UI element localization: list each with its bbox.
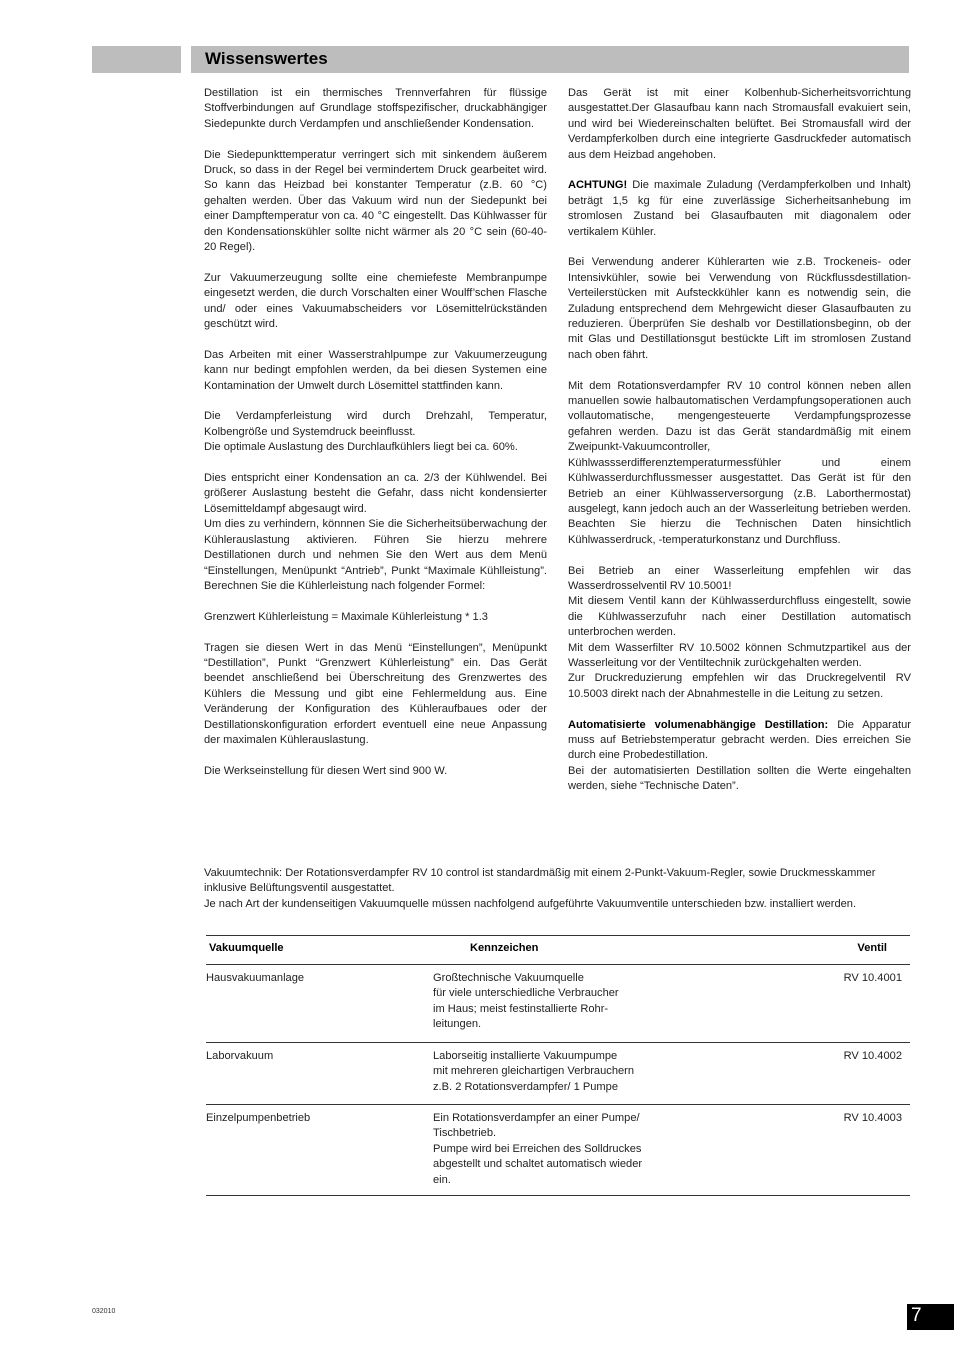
paragraph: [568, 178, 911, 240]
paragraph: [204, 641, 547, 749]
cell-kennzeichen: [433, 971, 673, 1033]
vakuum-table: [206, 935, 910, 1196]
table-row: [206, 1105, 910, 1196]
page-number-box: [907, 1304, 954, 1330]
cell-kennzeichen-line: für viele unterschiedliche Verbraucher: [433, 987, 619, 1000]
paragraph-text: Die maximale Zuladung (Verdampferkolben und Inhalt) beträgt 1,5 kg für eine zuverlässige Sicherheitsanhebung im stromlosen Zustand bei Glasaufbauten mit diagonalem oder vertikalem Kühler.: [568, 179, 911, 238]
cell-kennzeichen-line: z.B. 2 Rotationsverdampfer/ 1 Pumpe: [433, 1080, 618, 1093]
page-number: 7: [911, 1305, 922, 1326]
table-row: [206, 965, 910, 1043]
paragraph-text: Mit dem Rotationsverdampfer RV 10 control können neben allen manuellen sowie halbautomatischen Verdampfungsoperationen auch vollautomatische, mengengesteuerte Verdampfungsprozesse gefahren werden. Dazu ist das Gerät standardmäßig mit einem Zweipunkt-Vakuumcontroller, Kühlwassserdifferenztemperaturmessfühler und einem Kühlwasserdurchflussmesser ausgestattet. Das Gerät ist für den Betrieb an einer Kühlwasserversorgung (z.B. Laborthermostat) ausgelegt, kann jedoch auch an der Wasserleitung betrieben werden. Beachten Sie hierzu die Technischen Daten hinsichtlich Kühlwasserdruck, -temperaturkonstanz und Durchfluss.: [568, 379, 911, 546]
paragraph: [204, 148, 547, 256]
paragraph: [204, 86, 547, 132]
paragraph-text: Zur Vakuumerzeugung sollte eine chemiefeste Membranpumpe eingesetzt werden, die durch Vorschalten einer Woulff’schen Flasche und/ oder eines Vakuumabscheiders vor Lösemittelrückständen geschützt wird.: [204, 271, 547, 331]
header-accent-block: [92, 46, 181, 73]
vakuum-intro-paragraph: Vakuumtechnik: Der Rotationsverdampfer RV 10 control ist standardmäßig mit einem 2-Punkt-Vakuum-Regler, sowie Druckmesskammer inklusive Belüftungsventil ausgestattet.: [204, 867, 876, 895]
header-bar: [191, 46, 909, 73]
paragraph: [204, 348, 547, 394]
header-vakuumquelle: Vakuumquelle: [209, 942, 284, 954]
paragraph-text: Das Arbeiten mit einer Wasserstrahlpumpe zur Vakuumerzeugung kann nur bedingt empfohlen werden, da bei diesen Systemen eine Kontamination der Umwelt durch Lösemittel stattfinden kann.: [204, 348, 547, 392]
paragraph: [204, 271, 547, 333]
paragraph: [568, 86, 911, 163]
header-kennzeichen: Kennzeichen: [470, 942, 539, 954]
paragraph-text: Tragen sie diesen Wert in das Menü “Einstellungen”, Menüpunkt “Destillation”, Punkt “Grenzwert Kühlerleistung” ein. Das Gerät beendet anschließend bei Überschreitung des Grenzwertes des Kühlers die Messung und gibt eine Fehlermeldung aus. Eine Veränderung der Konfiguration des Kühleraufbaues oder der Destillationskonfiguration erfordert eventuell eine neue Anpassung der maximalen Kühlerauslastung.: [204, 641, 547, 746]
paragraph: [204, 610, 547, 625]
document-code: 032010: [92, 1308, 116, 1315]
cell-kennzeichen-line: Laborseitig installierte Vakuumpumpe: [433, 1050, 618, 1062]
cell-kennzeichen-line: mit mehreren gleichartigen Verbrauchern: [433, 1065, 635, 1078]
paragraph-text: Bei Betrieb an einer Wasserleitung empfehlen wir das Wasserdrosselventil RV 10.5001! Mit diesem Ventil kann der Kühlwasserdurchfluss eingestellt, sowie die Kühlwasserzufuhr nach einer Destillation automatisch unterbrochen werden. Mit dem Wasserfilter RV 10.5002 können Schmutzpartikel aus der Wasserleitung vor der Ventiltechnik zurückgehalten werden. Zur Druckreduzierung empfehlen wir das Druckregelventil RV 10.5003 direkt nach der Abnahmestelle in die Leitung zu setzen.: [568, 564, 911, 700]
vakuum-intro: [204, 866, 909, 912]
paragraph-text: Destillation ist ein thermisches Trennverfahren für flüssige Stoffverbindungen auf Grundlage stoffspezifischer, druckabhängiger Siedepunkte durch Verdampfen und anschließender Kondensation.: [204, 87, 547, 130]
cell-kennzeichen-line: ein.: [433, 1173, 451, 1186]
cell-vakuumquelle: Hausvakuumanlage: [206, 972, 305, 984]
cell-ventil: RV 10.4003: [843, 1112, 902, 1124]
cell-kennzeichen-line: Pumpe wird bei Erreichen des Solldruckes: [433, 1142, 642, 1155]
paragraph: [204, 764, 547, 779]
paragraph-text: Die Apparatur muss auf Betriebstemperatur gebracht werden. Dies erreichen Sie durch eine Probedestillation. Bei der automatisierten Destillation sollten die Werte eingehalten werden, siehe “Technische Daten”.: [568, 718, 911, 793]
paragraph-text: Grenzwert Kühlerleistung = Maximale Kühlerleistung * 1.3: [204, 610, 488, 623]
cell-ventil: RV 10.4001: [843, 972, 902, 984]
table-row: [206, 1043, 910, 1105]
paragraph: [568, 379, 911, 548]
right-column: [568, 86, 911, 810]
cell-ventil: RV 10.4002: [843, 1050, 902, 1062]
cell-kennzeichen: [433, 1049, 673, 1095]
table-header-row: [206, 936, 910, 965]
cell-kennzeichen: [433, 1111, 673, 1188]
paragraph-text: Die Siedepunkttemperatur verringert sich mit sinkendem äußerem Druck, so dass in der Regel bei vermindertem Druck gearbeitet wird. So kann das Heizbad bei konstanter Temperatur (z.B. 60 °C) gehalten werden. Über das Vakuum wird nun der Siedepunkt bei einer Dampftemperatur von ca. 40 °C eingestellt. Das Kühlwasser für den Kondensationskühler sollte nicht wärmer als 20 °C sein (60-40-20 Regel).: [204, 148, 547, 254]
paragraph-text: Bei Verwendung anderer Kühlerarten wie z.B. Trockeneis- oder Intensivkühler, sowie bei Verwendung von Rückflussdestillation-Verteilerstücken mit Aufsteckkühler kann es notwendig sein, die Zuladung entsprechend dem Mehrgewicht dieser Glasaufbauten zu reduzieren. Überprüfen Sie deshalb vor Destillationsbeginn, ob der mit Glas und Destillationsgut bestückte Lift im stromlosen Zustand nach oben fährt.: [568, 256, 911, 361]
cell-kennzeichen-line: Tischbetrieb.: [433, 1127, 497, 1140]
paragraph-text: Das Gerät ist mit einer Kolbenhub-Sicherheitsvorrichtung ausgestattet.Der Glasaufbau kann nach Stromausfall evakuiert sein, und wird bei Wiedereinschalten belüftet. Bei Stromausfall wird der Verdampferkolben durch eine integrierte Gasdruckfeder automatisch aus dem Heizbad angehoben.: [568, 87, 911, 161]
cell-kennzeichen-line: Großtechnische Vakuumquelle: [433, 972, 584, 984]
paragraph-text: Die Werkseinstellung für diesen Wert sind 900 W.: [204, 764, 448, 777]
paragraph: [568, 564, 911, 703]
paragraph-text: Dies entspricht einer Kondensation an ca. 2/3 der Kühlwendel. Bei größerer Auslastung besteht die Gefahr, dass nicht kondensierter Lösemitteldampf abgesaugt wird. Um dies zu verhindern, könnnen Sie die Sicherheitsüberwachung der Kühlerauslastung aktivieren. Führen Sie hierzu mehrere Destillationen durch und nehmen Sie den Wert aus dem Menü “Einstellungen, Menüpunkt “Antrieb”, Punkt “Maximale Kühlleistung”. Berechnen Sie die Kühlerleistung nach folgender Formel:: [204, 472, 547, 592]
paragraph: [204, 409, 547, 455]
cell-kennzeichen-line: im Haus; meist festinstallierte Rohr-: [433, 1002, 609, 1015]
page-title: Wissenswertes: [205, 49, 328, 68]
cell-kennzeichen-line: abgestellt und schaltet automatisch wieder: [433, 1158, 643, 1171]
cell-vakuumquelle: Laborvakuum: [206, 1050, 274, 1062]
paragraph: [204, 471, 547, 594]
left-column: [204, 86, 547, 795]
vakuum-intro-paragraph-2: Je nach Art der kundenseitigen Vakuumquelle müssen nachfolgend aufgeführte Vakuumventile unterschieden bzw. installiert werden.: [204, 897, 857, 910]
cell-kennzeichen-line: leitungen.: [433, 1018, 482, 1031]
cell-kennzeichen-line: Ein Rotationsverdampfer an einer Pumpe/: [433, 1112, 640, 1124]
paragraph: [568, 255, 911, 363]
cell-vakuumquelle: Einzelpumpenbetrieb: [206, 1112, 311, 1124]
paragraph-lead: ACHTUNG!: [568, 179, 628, 192]
paragraph: [568, 718, 911, 795]
paragraph-text: Die Verdampferleistung wird durch Drehzahl, Temperatur, Kolbengröße und Systemdruck beeinflusst. Die optimale Auslastung des Durchlaufkühlers liegt bei ca. 60%.: [204, 410, 547, 454]
paragraph-lead: Automatisierte volumenabhängige Destillation:: [568, 718, 829, 731]
header-ventil: Ventil: [857, 942, 887, 954]
